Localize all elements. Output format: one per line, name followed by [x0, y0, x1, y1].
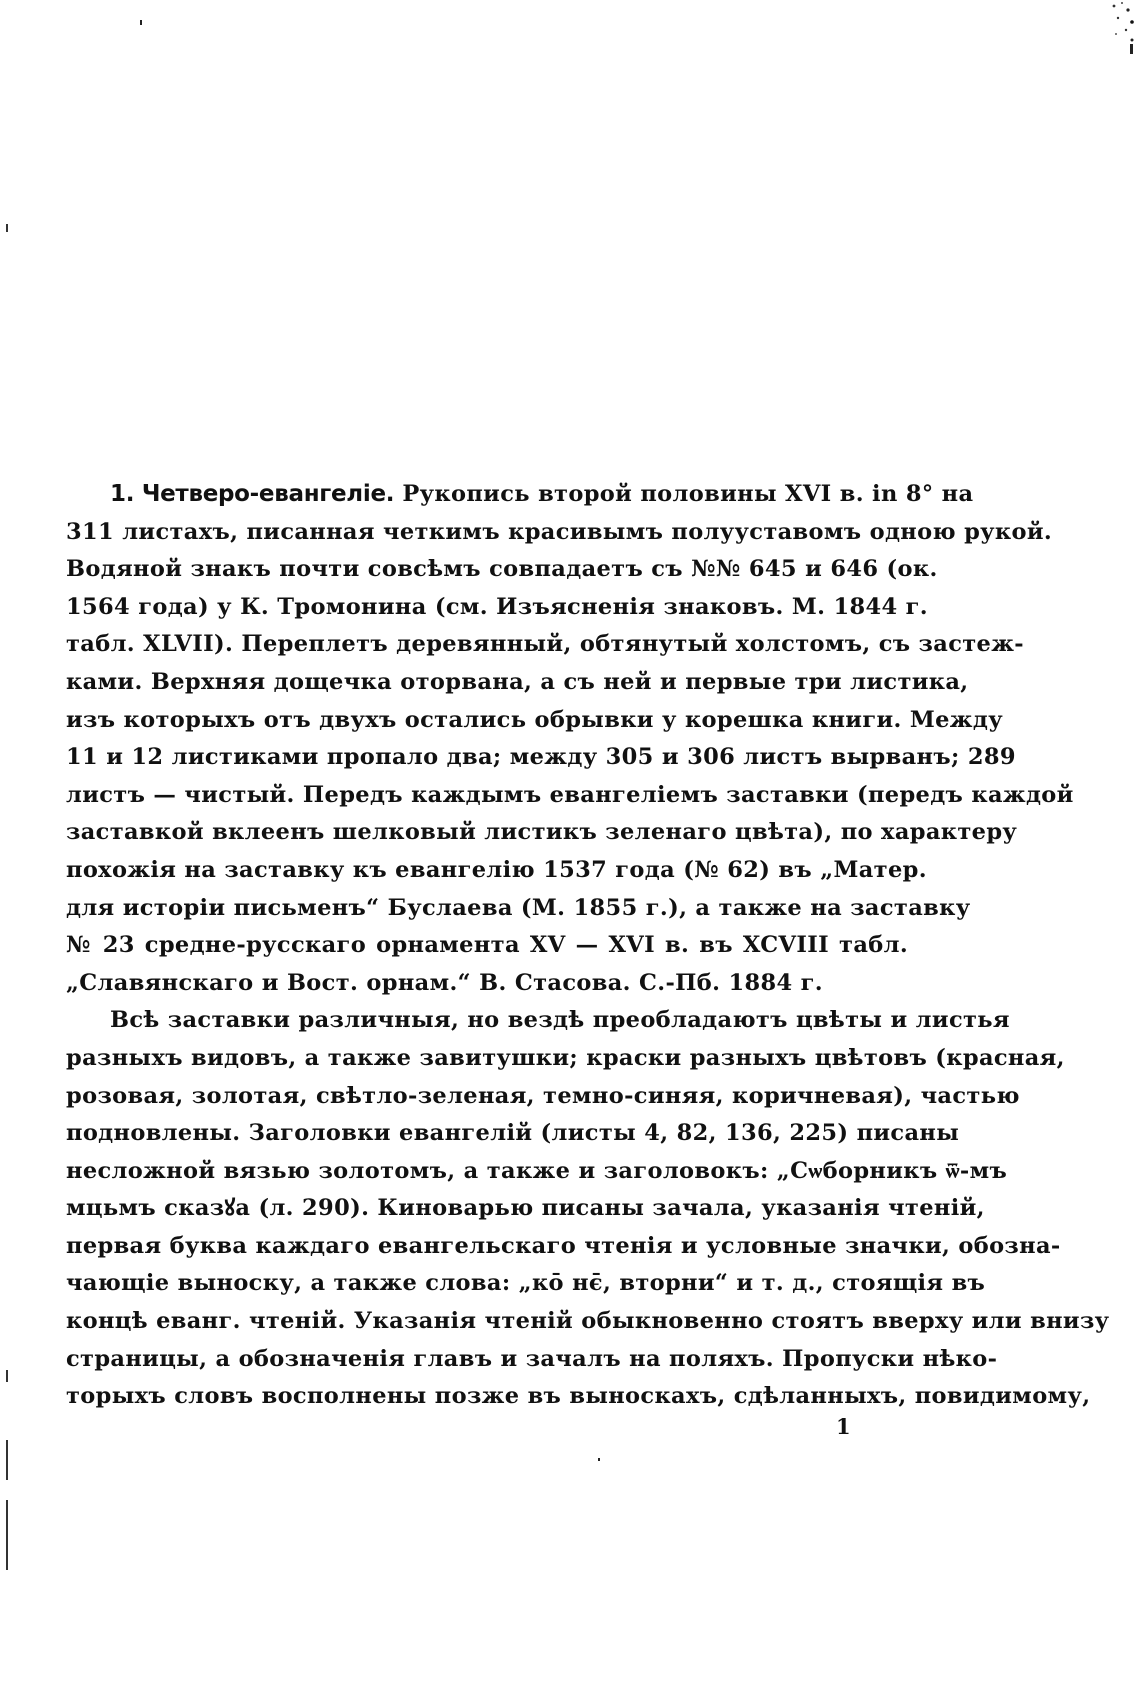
- document-body: [66, 476, 1110, 1416]
- text-line: заставкой вклеенъ шелковый листикъ зеленаго цвѣта), по характеру: [66, 819, 1018, 846]
- text-line: чающіе выноску, а также слова: „ко̄ нє̄, вторни“ и т. д., стоящія въ: [66, 1270, 986, 1297]
- text-line: изъ которыхъ отъ двухъ остались обрывки у корешка книги. Между: [66, 706, 1003, 733]
- text-line: для исторіи письменъ“ Буслаева (М. 1855 г.), а также на заставку: [66, 894, 971, 921]
- text-line: мцьмъ сказꙋа (л. 290). Киноварью писаны зачала, указанія чтеній,: [66, 1195, 985, 1222]
- scan-edge-artifact: [1108, 0, 1136, 60]
- scan-speck: [598, 1458, 600, 1461]
- entry-heading: 1. Четверо-евангеліе.: [110, 481, 395, 507]
- scan-edge-mark: [6, 1370, 8, 1382]
- text-line: первая буква каждаго евангельскаго чтенія и условные значки, обозна-: [66, 1232, 1061, 1259]
- text-line: 1564 года) у К. Тромонина (см. Изъясненія знаковъ. М. 1844 г.: [66, 593, 928, 620]
- text-line: ками. Верхняя дощечка оторвана, а съ ней и первые три листика,: [66, 668, 969, 695]
- scan-speck: [140, 20, 142, 25]
- scan-edge-mark: [6, 224, 8, 232]
- text-line: 11 и 12 листиками пропало два; между 305 и 306 листъ вырванъ; 289: [66, 744, 1016, 771]
- text-line: концѣ еванг. чтеній. Указанія чтеній обыкновенно стоятъ вверху или внизу: [66, 1308, 1110, 1335]
- text-line: похожія на заставку къ евангелію 1537 года (№ 62) въ „Матер.: [66, 856, 927, 883]
- text-line: несложной вязью золотомъ, а также и заголовокъ: „Сѡборникъ ѿ-мъ: [66, 1157, 1008, 1184]
- text-line: Всѣ заставки различныя, но вездѣ преобладаютъ цвѣты и листья: [110, 1007, 1010, 1034]
- paragraph-2: [66, 1002, 1110, 1416]
- text-line: 311 листахъ, писанная четкимъ красивымъ полууставомъ одною рукой.: [66, 518, 1053, 545]
- text-line: торыхъ словъ восполнены позже въ выноскахъ, сдѣланныхъ, повидимому,: [66, 1383, 1091, 1410]
- scan-edge-mark: [6, 1500, 8, 1570]
- text-line: подновлены. Заголовки евангелій (листы 4, 82, 136, 225) писаны: [66, 1120, 960, 1147]
- scan-edge-mark: [6, 1440, 8, 1480]
- text-line: табл. XLVII). Переплетъ деревянный, обтянутый холстомъ, съ застеж-: [66, 631, 1024, 658]
- text-line: Водяной знакъ почти совсѣмъ совпадаетъ съ №№ 645 и 646 (ок.: [66, 556, 938, 583]
- text-line: „Славянскаго и Вост. орнам.“ В. Стасова. С.-Пб. 1884 г.: [66, 969, 823, 996]
- text-line: № 23 средне-русскаго орнамента XV — XVI в. въ XCVIII табл.: [66, 932, 908, 959]
- text-line: страницы, а обозначенія главъ и зачалъ на поляхъ. Пропуски нѣко-: [66, 1345, 998, 1372]
- text-line: листъ — чистый. Передъ каждымъ евангеліемъ заставки (передъ каждой: [66, 781, 1074, 808]
- text-line: разныхъ видовъ, а также завитушки; краски разныхъ цвѣтовъ (красная,: [66, 1044, 1065, 1071]
- text-line: розовая, золотая, свѣтло-зеленая, темно-синяя, коричневая), частью: [66, 1082, 1020, 1109]
- text-line: 1. Четверо-евангеліе. Рукопись второй половины XVI в. in 8° на: [110, 481, 974, 507]
- page-number: 1: [836, 1414, 851, 1439]
- paragraph-1: [66, 476, 1074, 1002]
